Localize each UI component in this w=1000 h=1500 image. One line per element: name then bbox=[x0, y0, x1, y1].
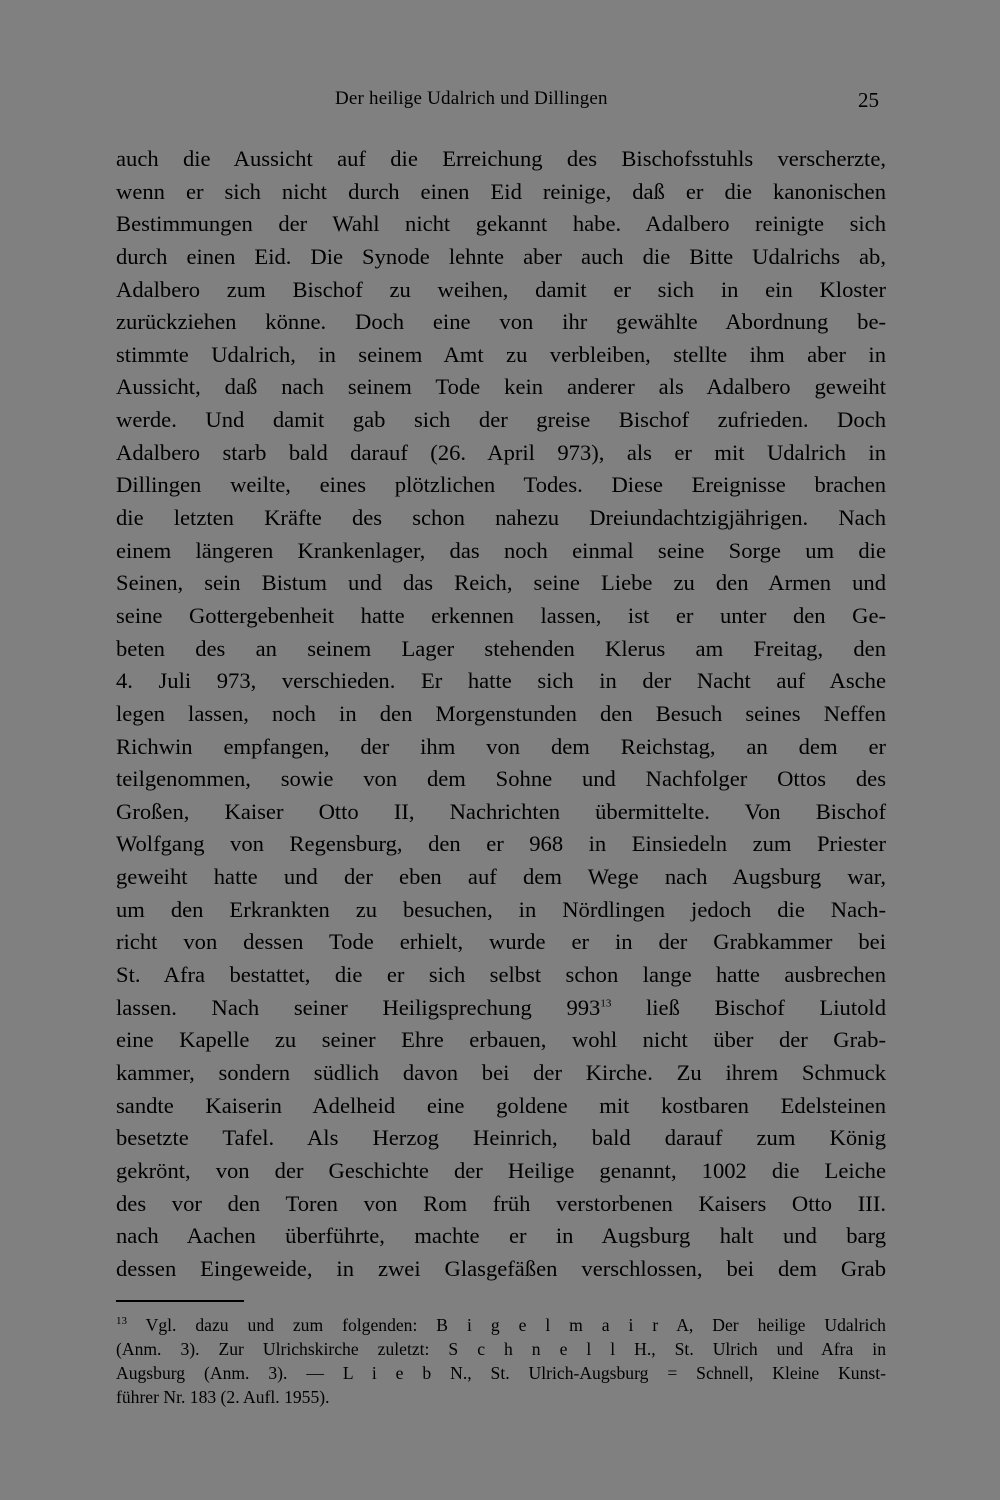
text-line: stimmte Udalrich, in seinem Amt zu verbleiben, stellte ihm aber in bbox=[116, 341, 886, 367]
text-line: einem längeren Krankenlager, das noch einmal seine Sorge um die bbox=[116, 537, 886, 563]
text-line: die letzten Kräfte des schon nahezu Dreiundachtzigjährigen. Nach bbox=[116, 505, 886, 531]
text-line: Großen, Kaiser Otto II, Nachrichten übermittelte. Von Bischof bbox=[116, 798, 886, 824]
text-line: nach Aachen überführte, machte er in Augsburg halt und barg bbox=[116, 1223, 886, 1249]
page-number: 25 bbox=[858, 88, 879, 112]
text-segment: ließ Bischof Liutold bbox=[611, 994, 887, 1020]
text-line: durch einen Eid. Die Synode lehnte aber auch die Bitte Udalrichs ab, bbox=[116, 243, 886, 269]
text-line: Adalbero zum Bischof zu weihen, damit er sich in ein Kloster bbox=[116, 276, 886, 302]
footnotes bbox=[116, 1313, 886, 1409]
footnote-line: führer Nr. 183 (2. Aufl. 1955). bbox=[116, 1387, 330, 1407]
text-line: beten des an seinem Lager stehenden Klerus am Freitag, den bbox=[116, 635, 886, 661]
text-line: auch die Aussicht auf die Erreichung des Bischofsstuhls verscherzte, bbox=[116, 146, 886, 171]
text-line: zurückziehen könne. Doch eine von ihr gewählte Abordnung be- bbox=[116, 309, 886, 335]
text-line: dessen Eingeweide, in zwei Glasgefäßen verschlossen, bei dem Grab bbox=[116, 1255, 886, 1281]
text-segment: lassen. Nach seiner Heiligsprechung 993 bbox=[116, 994, 601, 1020]
text-line: Wolfgang von Regensburg, den er 968 in Einsiedeln zum Priester bbox=[116, 831, 886, 857]
text-line: geweiht hatte und der eben auf dem Wege nach Augsburg war, bbox=[116, 864, 886, 890]
text-line: St. Afra bestattet, die er sich selbst schon lange hatte ausbrechen bbox=[116, 962, 886, 988]
footnote-divider bbox=[116, 1300, 244, 1302]
text-line: Bestimmungen der Wahl nicht gekannt habe. Adalbero reinigte sich bbox=[116, 211, 886, 237]
footnote-reference: 13 bbox=[600, 997, 612, 1010]
text-line: Adalbero starb bald darauf (26. April 973), als er mit Udalrich in bbox=[116, 439, 886, 465]
text-line: werde. Und damit gab sich der greise Bischof zufrieden. Doch bbox=[116, 407, 886, 433]
text-line: seine Gottergebenheit hatte erkennen lassen, ist er unter den Ge- bbox=[116, 602, 886, 628]
text-line: kammer, sondern südlich davon bei der Kirche. Zu ihrem Schmuck bbox=[116, 1059, 886, 1085]
text-line: gekrönt, von der Geschichte der Heilige genannt, 1002 die Leiche bbox=[116, 1157, 886, 1183]
text-line: besetzte Tafel. Als Herzog Heinrich, bald darauf zum König bbox=[116, 1125, 886, 1151]
text-line: 4. Juli 973, verschieden. Er hatte sich in der Nacht auf Asche bbox=[116, 668, 886, 694]
running-title: Der heilige Udalrich und Dillingen bbox=[335, 88, 608, 109]
footnote-line: Augsburg (Anm. 3). — L i e b N., St. Ulrich-Augsburg = Schnell, Kleine Kunst- bbox=[116, 1363, 886, 1383]
text-line: Seinen, sein Bistum und das Reich, seine Liebe zu den Armen und bbox=[116, 570, 886, 596]
text-line: wenn er sich nicht durch einen Eid reinige, daß er die kanonischen bbox=[116, 178, 886, 204]
footnote-text: Vgl. dazu und zum folgenden: B i g e l m a i r A, Der heilige Udalrich bbox=[145, 1315, 886, 1335]
text-line: des vor den Toren von Rom früh verstorbenen Kaisers Otto III. bbox=[116, 1190, 886, 1216]
text-line: Dillingen weilte, eines plötzlichen Todes. Diese Ereignisse brachen bbox=[116, 472, 886, 498]
text-line: Richwin empfangen, der ihm von dem Reichstag, an dem er bbox=[116, 733, 886, 759]
text-line: legen lassen, noch in den Morgenstunden den Besuch seines Neffen bbox=[116, 700, 886, 726]
footnote-line bbox=[116, 1313, 886, 1337]
text-line: um den Erkrankten zu besuchen, in Nördlingen jedoch die Nach- bbox=[116, 896, 886, 922]
text-line: eine Kapelle zu seiner Ehre erbauen, wohl nicht über der Grab- bbox=[116, 1027, 886, 1053]
footnote-number: 13 bbox=[116, 1315, 127, 1328]
text-line: sandte Kaiserin Adelheid eine goldene mit kostbaren Edelsteinen bbox=[116, 1092, 886, 1118]
text-line: teilgenommen, sowie von dem Sohne und Nachfolger Ottos des bbox=[116, 766, 886, 792]
text-line: richt von dessen Tode erhielt, wurde er in der Grabkammer bei bbox=[116, 929, 886, 955]
text-line: Aussicht, daß nach seinem Tode kein anderer als Adalbero geweiht bbox=[116, 374, 886, 400]
main-text bbox=[116, 143, 886, 1285]
footnote-line: (Anm. 3). Zur Ulrichskirche zuletzt: S c h n e l l H., St. Ulrich und Afra in bbox=[116, 1339, 886, 1359]
text-line-with-footnote-ref bbox=[116, 992, 886, 1025]
